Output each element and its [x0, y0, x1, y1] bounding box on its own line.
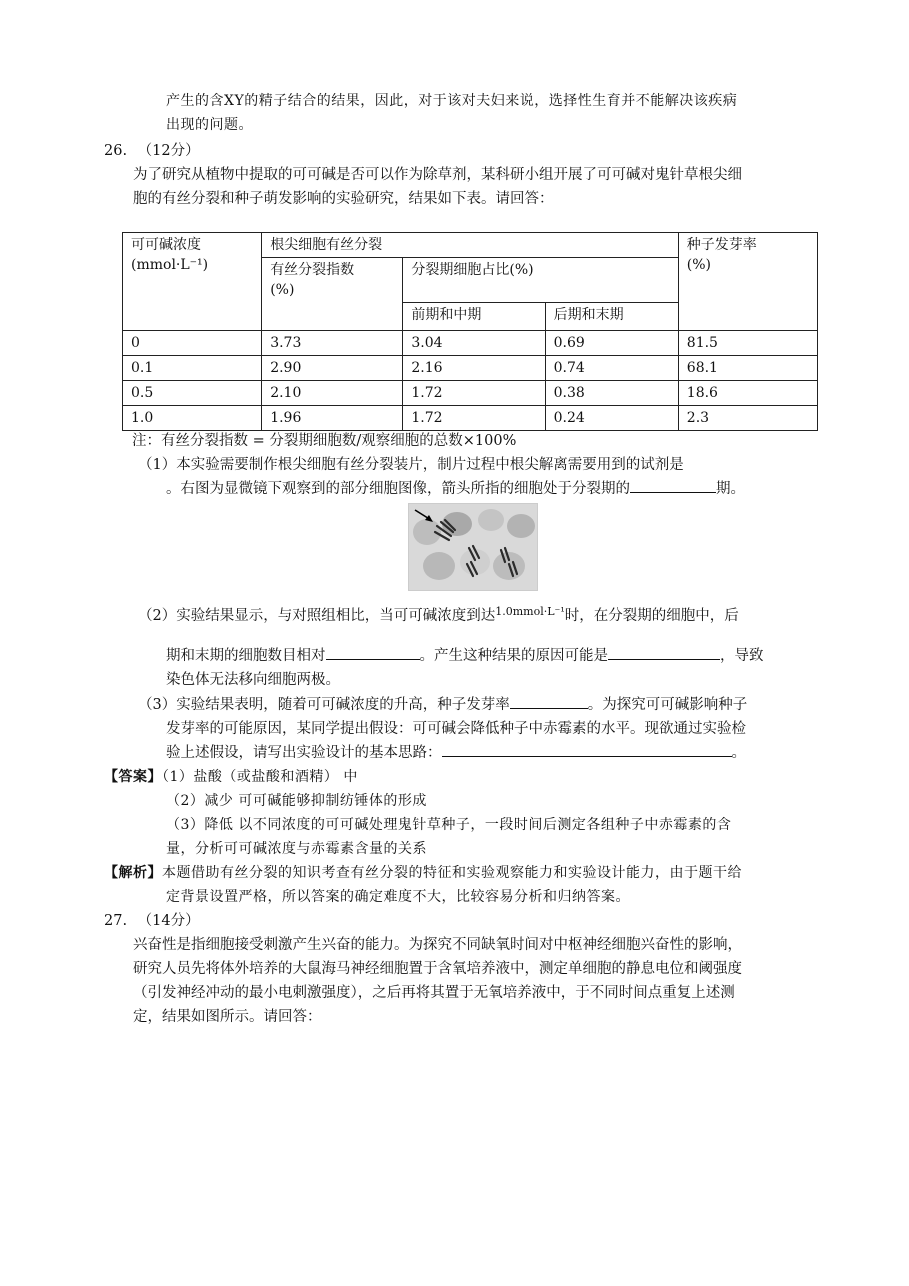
- cell-germ: 18.6: [678, 381, 817, 406]
- cell-germ: 2.3: [678, 406, 817, 431]
- cell-post: 0.38: [545, 381, 678, 406]
- answer-line-1: [104, 766, 358, 788]
- question-points: （12分）: [137, 143, 200, 159]
- cell-conc: 1.0: [123, 406, 262, 431]
- cell-conc: 0.5: [123, 381, 262, 406]
- header-mitotic-index: [262, 258, 403, 331]
- results-table: [122, 232, 818, 431]
- q26-part1-line2: [166, 478, 745, 500]
- cell-index: 2.90: [262, 356, 403, 381]
- table-row: [123, 406, 818, 431]
- q26-part2-text: （2）实验结果显示，与对照组相比，当可可碱浓度到达: [138, 608, 496, 624]
- q27-line-2: 研究人员先将体外培养的大鼠海马神经细胞置于含氧培养液中，测定单细胞的静息电位和阈强度: [133, 961, 742, 977]
- header-anaphase-telophase: 后期和末期: [545, 303, 678, 331]
- cell-conc: 0: [123, 331, 262, 356]
- header-germination: [678, 233, 817, 331]
- header-ratio-label: 分裂期细胞占比: [411, 262, 510, 278]
- header-concentration-label: 可可碱浓度: [131, 237, 201, 253]
- analysis-line-1: [104, 862, 742, 884]
- header-concentration-unit: (mmol·L⁻¹): [131, 257, 209, 273]
- q26-part3-text-end: 。为探究可可碱影响种子: [587, 697, 748, 713]
- q26-part2-text-end: 时，在分裂期的细胞中，后: [564, 608, 739, 624]
- q27-line-4: 定，结果如图所示。请回答：: [133, 1009, 322, 1025]
- header-phase-ratio: [403, 258, 678, 303]
- answer-blank: [608, 645, 720, 660]
- table-note: 注：有丝分裂指数 = 分裂期细胞数/观察细胞的总数×100%: [132, 433, 517, 449]
- cell-post: 0.74: [545, 356, 678, 381]
- header-germination-label: 种子发芽率: [686, 237, 757, 253]
- analysis-text-1: 本题借助有丝分裂的知识考查有丝分裂的特征和实验观察能力和实验设计能力，由于题干给: [162, 865, 742, 881]
- cell-index: 3.73: [262, 331, 403, 356]
- header-germination-unit: (%): [686, 257, 712, 273]
- question-points: （14分）: [137, 913, 200, 929]
- q26-part3-line2: 发芽率的可能原因，某同学提出假设：可可碱会降低种子中赤霉素的水平。现欲通过实验检: [166, 721, 746, 737]
- q26-intro-1: 为了研究从植物中提取的可可碱是否可以作为除草剂，某科研小组开展了可可碱对鬼针草根尖细: [133, 167, 742, 183]
- answer-label: 【答案】: [104, 769, 162, 785]
- header-prophase-metaphase: 前期和中期: [403, 303, 545, 331]
- q26-part2b-text: 期和末期的细胞数目相对: [166, 648, 326, 664]
- q27-line-3: （引发神经冲动的最小电刺激强度），之后再将其置于无氧培养液中，于不同时间点重复上述测: [133, 985, 735, 1001]
- answer-part-2: （2）减少 可可碱能够抑制纺锤体的形成: [166, 793, 427, 809]
- cell-pre: 3.04: [403, 331, 545, 356]
- answer-part-1: （1）盐酸（或盐酸和酒精） 中: [162, 769, 358, 785]
- cell-conc: 0.1: [123, 356, 262, 381]
- q26-part3-line1: [138, 694, 747, 716]
- concentration-formula: 1.0mmol·L⁻¹: [495, 605, 565, 618]
- q26-part2-line3: 染色体无法移向细胞两极。: [166, 672, 340, 688]
- cell-index: 2.10: [262, 381, 403, 406]
- q26-part3-text: （3）实验结果表明，随着可可碱浓度的升高，种子发芽率: [138, 697, 510, 713]
- question-number: 27.: [104, 913, 128, 929]
- cell-pre: 2.16: [403, 356, 545, 381]
- q26-part2b-end: ，导致: [720, 648, 764, 664]
- header-index-label: 有丝分裂指数: [270, 262, 355, 278]
- question-26-header: [104, 140, 200, 162]
- cell-germ: 81.5: [678, 331, 817, 356]
- analysis-label: 【解析】: [104, 865, 162, 881]
- cell-index: 1.96: [262, 406, 403, 431]
- header-mitosis: 根尖细胞有丝分裂: [262, 233, 679, 258]
- q26-intro-2: 胞的有丝分裂和种子萌发影响的实验研究，结果如下表。请回答：: [133, 191, 554, 207]
- q26-part1-line1: （1）本实验需要制作根尖细胞有丝分裂装片，制片过程中根尖解离需要用到的试剂是: [138, 457, 684, 473]
- cell-pre: 1.72: [403, 381, 545, 406]
- q26-part1-end: 期。: [716, 481, 745, 497]
- analysis-text-2: 定背景设置严格，所以答案的确定难度不大，比较容易分析和归纳答案。: [166, 889, 630, 905]
- table-row: [123, 381, 818, 406]
- microscope-cell-image: [408, 503, 538, 591]
- cell-germ: 68.1: [678, 356, 817, 381]
- q27-line-1: 兴奋性是指细胞接受刺激产生兴奋的能力。为探究不同缺氧时间对中枢神经细胞兴奋性的影响，: [133, 937, 742, 953]
- continuation-line-2: 出现的问题。: [166, 117, 253, 133]
- table-row: [123, 356, 818, 381]
- question-number: 26.: [104, 143, 128, 159]
- header-index-unit: (%): [270, 282, 295, 298]
- answer-blank: [630, 478, 716, 493]
- cell-post: 0.24: [545, 406, 678, 431]
- q26-part2-line1: [138, 601, 739, 627]
- answer-blank: [510, 694, 588, 709]
- question-27-header: [104, 910, 200, 932]
- table-row: [123, 331, 818, 356]
- header-ratio-unit: (%): [509, 262, 534, 278]
- continuation-line-1: 产生的含XY的精子结合的结果，因此，对于该对夫妇来说，选择性生育并不能解决该疾病: [166, 93, 738, 109]
- cell-pre: 1.72: [403, 406, 545, 431]
- q26-part3c-end: 。: [731, 745, 746, 761]
- answer-part-3a: （3）降低 以不同浓度的可可碱处理鬼针草种子，一段时间后测定各组种子中赤霉素的含: [166, 817, 732, 833]
- cell-post: 0.69: [545, 331, 678, 356]
- q26-part1-text: 。右图为显微镜下观察到的部分细胞图像，箭头所指的细胞处于分裂期的: [166, 481, 630, 497]
- answer-blank: [442, 742, 732, 757]
- q26-part3-line3: [166, 742, 746, 764]
- answer-blank: [326, 645, 420, 660]
- q26-part3c-text: 验上述假设，请写出实验设计的基本思路：: [166, 745, 442, 761]
- header-concentration: [123, 233, 262, 331]
- q26-part2-line2: [166, 645, 764, 667]
- q26-part2b-mid: 。产生这种结果的原因可能是: [419, 648, 608, 664]
- answer-part-3b: 量，分析可可碱浓度与赤霉素含量的关系: [166, 841, 427, 857]
